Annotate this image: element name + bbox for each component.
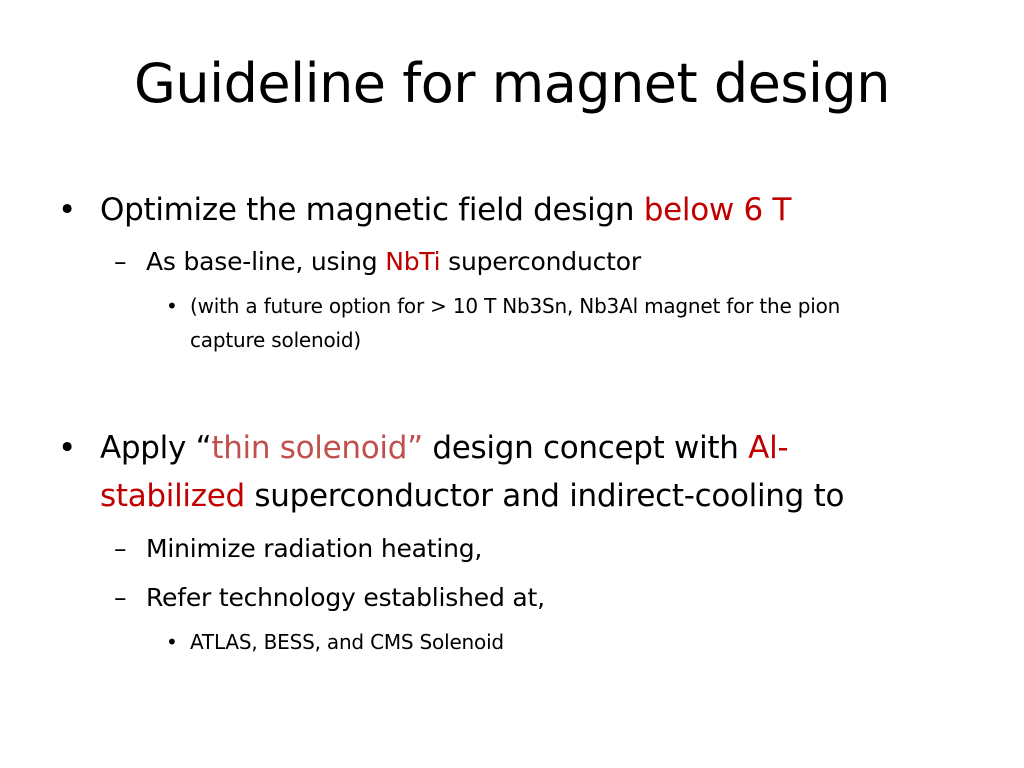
bullet-2-2-1 bbox=[166, 625, 990, 659]
bullet-2-text-c: superconductor and indirect-cooling to bbox=[244, 478, 845, 514]
bullet-2-text-a: Apply “ bbox=[100, 430, 212, 466]
bullet-1-text: Optimize the magnetic field design bbox=[100, 192, 644, 228]
bullet-2-highlight-al: Al- bbox=[748, 430, 789, 466]
bullet-2-marker: • bbox=[58, 430, 76, 466]
bullet-1-1-1-marker: • bbox=[166, 294, 178, 318]
bullet-1-1 bbox=[114, 245, 976, 279]
bullet-1-1-text-b: superconductor bbox=[440, 247, 641, 276]
bullet-1-1-highlight: NbTi bbox=[385, 247, 441, 276]
bullet-2-2-marker: – bbox=[114, 583, 127, 612]
bullet-2-1-text: Minimize radiation heating, bbox=[146, 534, 483, 563]
bullet-2-2-1-text: ATLAS, BESS, and CMS Solenoid bbox=[190, 630, 504, 654]
bullet-2-text-b: design concept with bbox=[422, 430, 749, 466]
bullet-1-1-1-line-1: (with a future option for > 10 T Nb3Sn, Nb3Al magnet for the pion bbox=[190, 294, 841, 318]
slide-title: Guideline for magnet design bbox=[134, 52, 890, 115]
bullet-2-1-marker: – bbox=[114, 534, 127, 563]
bullet-2-2-text: Refer technology established at, bbox=[146, 583, 545, 612]
bullet-1-highlight: below 6 T bbox=[643, 192, 792, 228]
bullet-2-2 bbox=[114, 581, 976, 615]
bullet-1 bbox=[58, 186, 980, 234]
bullet-1-1-text-a: As base-line, using bbox=[146, 247, 386, 276]
bullet-2-line-1 bbox=[100, 424, 980, 472]
bullet-2 bbox=[58, 424, 980, 520]
bullet-1-marker: • bbox=[58, 192, 76, 228]
bullet-2-highlight-stabilized: stabilized bbox=[100, 478, 245, 514]
bullet-2-2-1-marker: • bbox=[166, 630, 178, 654]
bullet-2-line-2 bbox=[100, 472, 980, 520]
bullet-2-1 bbox=[114, 532, 976, 566]
bullet-2-highlight-thin-solenoid: thin solenoid” bbox=[211, 430, 423, 466]
bullet-1-1-marker: – bbox=[114, 247, 127, 276]
bullet-1-1-1-line-2: capture solenoid) bbox=[190, 328, 361, 352]
bullet-1-1-1 bbox=[166, 289, 990, 357]
